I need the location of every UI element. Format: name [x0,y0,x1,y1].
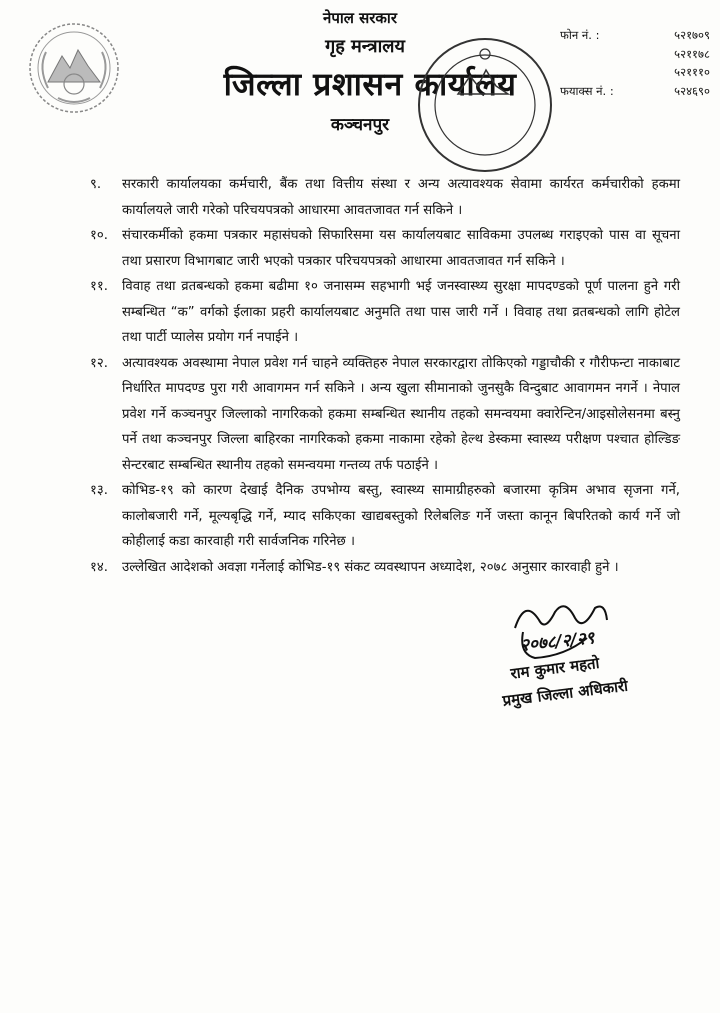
directive-item [90,555,680,581]
directive-item [90,172,680,223]
phone-row [560,26,710,45]
directive-item [90,351,680,479]
fax-number: ५२४६९० [674,83,710,98]
directive-item [90,223,680,274]
office-stamp-icon [410,30,560,180]
directive-text: सरकारी कार्यालयका कर्मचारी, बैंक तथा वित्तीय संस्था र अन्य अत्यावश्यक सेवामा कार्यरत कर्मचारीको हकमा कार्यालयले जारी गरेको परिचयपत्रको आधारमा आवतजावत गर्न सकिने । [122,177,680,218]
nepal-emblem-icon [28,22,120,114]
fax-row [560,82,710,101]
phone-row [560,63,710,82]
directive-number: ९. [90,177,102,192]
directive-list [90,172,680,580]
phone-row [560,45,710,64]
phone-number: ५२१७०९ [674,28,710,42]
contact-block [560,26,710,100]
fax-label: फयाक्स नं. : [560,83,614,98]
phone-number: ५२११७८ [674,46,710,61]
directive-text: उल्लेखित आदेशको अवज्ञा गर्नेलाई कोभिड-१९ संकट व्यवस्थापन अध्यादेश, २०७८ अनुसार कारवाही हुने । [122,559,619,575]
header-ministry: गृह मन्त्रालय [325,36,405,57]
header-district: कञ्चनपुर [330,115,390,135]
directive-item [90,274,680,351]
signatory-title: प्रमुख जिल्ला अधिकारी [501,676,629,710]
phone-label: फोन नं. : [560,28,600,42]
directive-number: १३. [90,483,108,498]
header-office-title: जिल्ला प्रशासन कार्यालय [223,65,517,103]
directive-item [90,478,680,555]
header-government: नेपाल सरकार [323,9,397,27]
directive-text: कोभिड-१९ को कारण देखाई दैनिक उपभोग्य बस्तु, स्वास्थ्य सामाग्रीहरुको बजारमा कृत्रिम अभाव सृजना गर्ने, कालोबजारी गर्ने, मूल्यबृद्धि गर्ने, म्याद सकिएका खाद्यबस्तुको रिलेबलिङ गर्ने जस्ता कानून बिपरितको कार्य गर्ने जो कोहीलाई कडा कारवाही गरी सार्वजनिक गरिनेछ । [122,483,680,549]
directive-number: ११. [90,279,108,294]
directive-text: अत्यावश्यक अवस्थामा नेपाल प्रवेश गर्न चाहने व्यक्तिहरु नेपाल सरकारद्वारा तोकिएको गड्डाचौकी र गौरीफन्टा नाकाबाट निर्धारित मापदण्ड पुरा गरी आवागमन गर्न सकिने । अन्य खुला सीमानाको जुनसुकै विन्दुबाट आवागमन नगर्ने । नेपाल प्रवेश गर्ने कञ्चनपुर जिल्लाको नागरिकको हकमा सम्बन्धित स्थानीय तहको समन्वयमा क्वारेन्टिन/आइसोलेसनमा बस्नु पर्ने तथा कञ्चनपुर जिल्ला बाहिरका नागरिकको हकमा नाकामा रहेको हेल्थ डेस्कमा स्वास्थ्य परीक्षण पश्चात होल्डिङ सेन्टरबाट सम्बन्धित स्थानीय तहको समन्वयमा गन्तव्य तर्फ पठाईने । [122,355,680,473]
signatory-name: राम कुमार महतो [509,653,601,683]
phone-number: ५२१११० [674,65,710,79]
directive-number: १०. [90,228,108,243]
signature-date: २०७८/२/२९ [519,628,596,656]
directive-text: विवाह तथा व्रतबन्धको हकमा बढीमा १० जनासम्म सहभागी भई जनस्वास्थ्य सुरक्षा मापदण्डको पूर्ण पालना हुने गरी सम्बन्धित “क” वर्गको ईलाका प्रहरी कार्यालयबाट अनुमति तथा पास जारी गर्ने । विवाह तथा व्रतबन्धको लागि होटेल तथा पार्टी प्यालेस प्रयोग गर्न नपाईने । [122,279,680,345]
directive-text: संचारकर्मीको हकमा पत्रकार महासंघको सिफारिसमा यस कार्यालयबाट साविकमा उपलब्ध गराइएको पास वा सूचना तथा प्रसारण विभागबाट जारी भएको पत्रकार परिचयपत्रको आधारमा आवतजावत गर्न सकिने । [122,228,680,269]
directive-number: १४. [90,559,108,575]
directive-number: १२. [90,355,108,371]
